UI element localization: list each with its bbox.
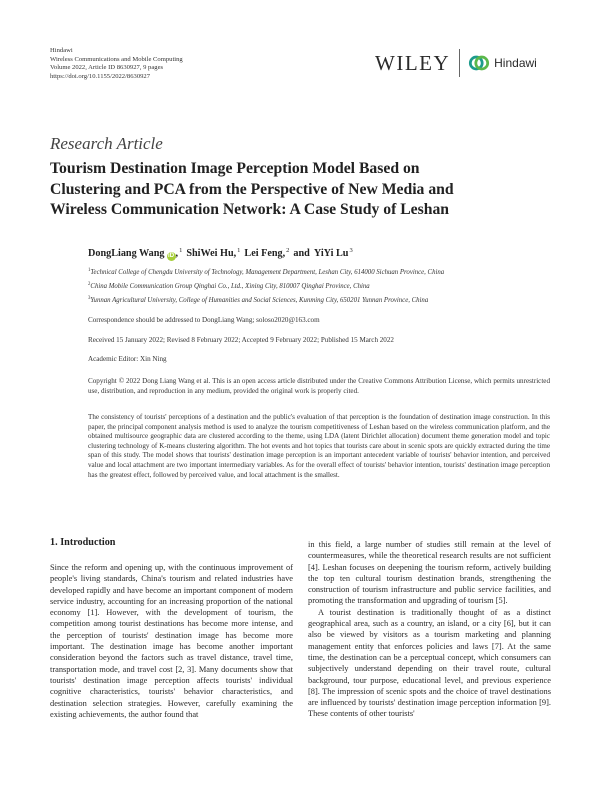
copyright-notice: Copyright © 2022 Dong Liang Wang et al. This is an open access article distributed under the Creative Commons Attribution License, which permits unrestricted use, distribution, and reproduction in any medium, provided the original work is properly cited. [88,377,550,395]
body-paragraph: Since the reform and opening up, with the continuous improvement of people's living standards, China's tourism and related industries have developed rapidly and have become an important component of modern service industry, accounting for an increasing proportion of the national economy [1]. However, with the development of tourism, the competition among tourist destinations has become more intense, and the perception of tourists' destination image has become more important. The destination image has become another important consideration beyond the factors such as travel distance, travel time, transportation mode, and travel cost [2, 3]. Many documents show that tourists' destination image perception affects tourists' individual cognitive characteristics, tourists' behavior characteristics, and destination selection strategies. However, carefully examining the existing achievements, the author found that [50,563,293,719]
title-line: Clustering and PCA from the Perspective of New Media and [50,180,454,198]
author-affiliation-mark: 1 [179,247,183,254]
affiliation-line [88,295,444,309]
body-paragraph: in this field, a large number of studies still remain at the level of countermeasures, while the theoretical research results are not sufficient [4]. Leshan focuses on deepening the tourism reform, actively building the top ten cultural tourism destination brands, strengthening the construction of tourism infrastructure and public service facilities, and promoting the transformation and upgrading of tourism [5]. [308,540,551,606]
affiliation-text: Technical College of Chengdu University of Technology, Management Department, Leshan City, 614000 Sichuan Province, China [90,269,445,276]
orcid-icon[interactable]: iD [168,253,175,259]
title-line: Tourism Destination Image Perception Model Based on [50,160,420,177]
article-type: Research Article [50,134,163,153]
hindawi-logo-text: Hindawi [494,56,537,70]
affiliation-line [88,281,444,295]
academic-editor: Academic Editor: Xin Ning [88,355,167,363]
article-title [50,159,560,221]
author-name[interactable]: DongLiang Wang [88,248,165,259]
author-affiliation-mark: 2 [286,247,290,254]
wiley-logo: WILEY [375,50,451,75]
journal-volume: Volume 2022, Article ID 8630927, 9 pages [50,64,164,72]
journal-name: Wireless Communications and Mobile Computing [50,55,183,63]
affiliation-mark: 3 [88,295,91,301]
author-separator: , [233,248,237,259]
journal-publisher: Hindawi [50,47,73,54]
publisher-logos [375,48,537,78]
author-affiliation-mark: 1 [237,247,241,254]
author-name[interactable]: ShiWei Hu [186,248,234,259]
author-separator: , [282,248,286,259]
journal-doi[interactable]: https://doi.org/10.1155/2022/8630927 [50,72,151,80]
left-column [50,562,293,720]
author-name[interactable]: YiYi Lu [313,248,349,259]
body-paragraph: A tourist destination is traditionally thought of as a distinct geographical area, such as a country, an island, or a city [6], but it can also be viewed by visitors as a tourism marketing and planning management entity that enforces policies and laws [7]. At the same time, the destination can be a perceptual concept, which consumers can subjectively understand depending on their travel route, cultural background, tour purpose, educational level, and previous experience [8]. The impression of scenic spots and the choice of travel destinations are influenced by tourists' destination image perception information [9]. These contents of other tourists' [308,607,551,719]
title-line: Wireless Communication Network: A Case Study of Leshan [50,201,450,218]
author-name[interactable]: Lei Feng [244,248,283,259]
right-column [308,539,551,720]
author-separator: , [175,248,179,259]
section-heading-introduction: 1. Introduction [50,537,116,548]
abstract: The consistency of tourists' perceptions of a destination and the public's evaluation of that perception is the foundation of destination image construction. In this paper, the principal component analysis method is used to analyze the tourism competitiveness of Leshan based on the wireless communication platform, and the obtained multisource geographic data are clustered according to the theme, using LDA (latent Dirichlet allocation) document theme generation model and topic clustering technology of K-means clustering algorithm. The hot events and hot topics that tourists care about in scenic spots are quickly extracted during the time span of this study. The model shows that tourists' destination image perception is an important antecedent variable of tourists' behavior intention, and perceived value and local attachment are two important intermediary variables. As for the overall effect of tourists' behavior intention, tourists' destination image perception has the greatest effect, followed by perceived value, and local attachment is the smallest. [88,413,550,479]
affiliations [88,267,444,308]
affiliation-text: China Mobile Communication Group Qinghai Co., Ltd., Xining City, 810007 Qinghai Province, China [90,282,370,290]
hindawi-logo-icon [468,52,490,74]
affiliation-line [88,267,444,281]
affiliation-text: Yunnan Agricultural University, College of Humanities and Social Sciences, Kunming City, 650201 Yunnan Province, China [90,296,429,304]
logo-divider [459,49,460,77]
affiliation-mark: 2 [88,281,91,287]
journal-info [50,47,183,81]
author-affiliation-mark: 3 [349,247,353,254]
author-separator: and [293,248,310,259]
correspondence: Correspondence should be addressed to DongLiang Wang; soloso2020@163.com [88,316,320,324]
article-dates: Received 15 January 2022; Revised 8 February 2022; Accepted 9 February 2022; Published 15 March 2022 [88,336,394,344]
affiliation-mark: 1 [88,268,91,273]
author-list [88,248,353,260]
